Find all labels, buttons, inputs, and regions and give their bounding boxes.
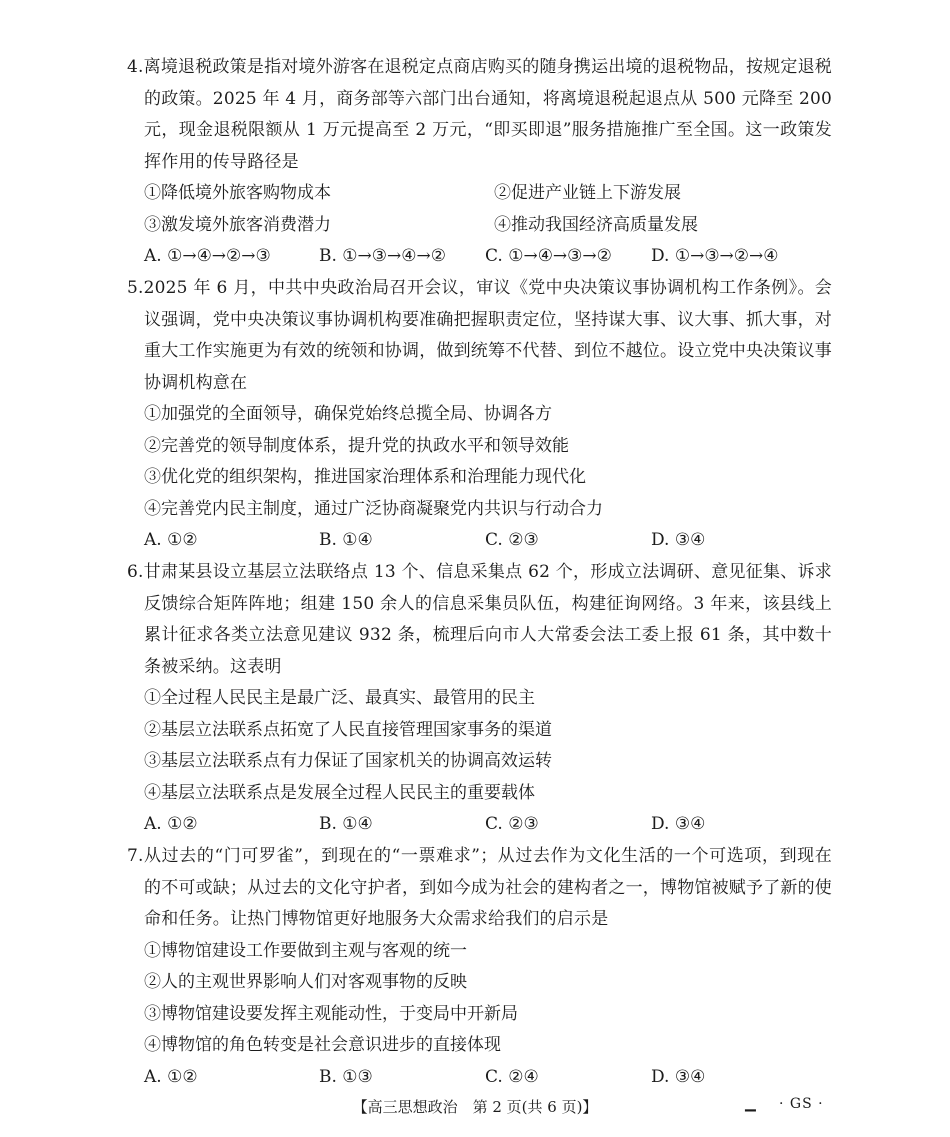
- question-4-option-3: ③激发境外旅客消费潜力: [144, 214, 331, 235]
- question-4-answer-c: C. ①→④→③→②: [485, 246, 612, 266]
- question-7: [127, 841, 832, 1093]
- question-6-answer-b: B. ①④: [319, 814, 373, 834]
- question-7-option-2: ②人的主观世界影响人们对客观事物的反映: [144, 972, 467, 992]
- question-5-option-1: ①加强党的全面领导，确保党始终总揽全局、协调各方: [144, 404, 552, 424]
- question-4-answer-a: A. ①→④→②→③: [144, 246, 271, 266]
- question-6-option-4: ④基层立法联系点是发展全过程人民民主的重要载体: [144, 782, 535, 803]
- question-5-answer-d: D. ③④: [651, 530, 706, 550]
- question-5-answer-a: A. ①②: [144, 530, 198, 550]
- question-6-answer-c: C. ②③: [485, 814, 539, 834]
- page-footer: 【高三思想政治 第 2 页(共 6 页)】: [352, 1098, 598, 1116]
- question-4-option-1: ①降低境外旅客购物成本: [144, 183, 331, 203]
- question-6-option-1: ①全过程人民民主是最广泛、最真实、最管用的民主: [144, 688, 535, 708]
- question-4-options: [127, 178, 832, 241]
- question-5-answer-c: C. ②③: [485, 530, 539, 550]
- question-6-option-2: ②基层立法联系点拓宽了人民直接管理国家事务的渠道: [144, 719, 552, 740]
- question-6-option-3: ③基层立法联系点有力保证了国家机关的协调高效运转: [144, 751, 552, 771]
- question-4: [127, 52, 832, 273]
- question-4-option-4: ④推动我国经济高质量发展: [494, 214, 698, 235]
- question-5: [127, 273, 832, 557]
- question-7-answer-b: B. ①③: [319, 1066, 373, 1087]
- question-5-answer-b: B. ①④: [319, 530, 373, 550]
- question-6: [127, 557, 832, 841]
- question-6-stem: 6.甘肃某县设立基层立法联络点 13 个、信息采集点 62 个，形成立法调研、意见征集、诉求反馈综合矩阵阵地；组建 150 余人的信息采集员队伍，构建征询网络。3 年来，该县线上累计征求各类立法意见建议 932 条，梳理后向市人大常委会法工委上报 61 条，其中数十条被采纳。这表明: [127, 562, 832, 677]
- question-6-answer-a: A. ①②: [144, 814, 198, 834]
- question-4-answers: [127, 241, 832, 273]
- question-7-stem: 7.从过去的“门可罗雀”，到现在的“一票难求”；从过去作为文化生活的一个可选项，到现在的不可或缺；从过去的文化守护者，到如今成为社会的建构者之一，博物馆被赋予了新的使命和任务。让热门博物馆更好地服务大众需求给我们的启示是: [127, 846, 832, 929]
- footer-code: · GS ·: [779, 1096, 824, 1112]
- question-5-option-4: ④完善党内民主制度，通过广泛协商凝聚党内共识与行动合力: [144, 498, 603, 519]
- question-7-option-4: ④博物馆的角色转变是社会意识进步的直接体现: [144, 1035, 501, 1055]
- question-7-answer-a: A. ①②: [144, 1066, 198, 1087]
- question-4-option-2: ②促进产业链上下游发展: [494, 183, 681, 203]
- question-6-answers: [127, 809, 832, 841]
- question-6-answer-d: D. ③④: [651, 814, 706, 834]
- question-5-stem: 5.2025 年 6 月，中共中央政治局召开会议，审议《党中央决策议事协调机构工作条例》。会议强调，党中央决策议事协调机构要准确把握职责定位，坚持谋大事、议大事、抓大事，对重大工作实施更为有效的统领和协调，做到统筹不代替、到位不越位。设立党中央决策议事协调机构意在: [127, 278, 832, 393]
- question-7-option-1: ①博物馆建设工作要做到主观与客观的统一: [144, 940, 467, 961]
- question-5-option-2: ②完善党的领导制度体系，提升党的执政水平和领导效能: [144, 435, 569, 456]
- question-7-answers: [127, 1062, 832, 1094]
- question-7-answer-d: D. ③④: [651, 1066, 706, 1087]
- question-7-option-3: ③博物馆建设要发挥主观能动性，于变局中开新局: [144, 1003, 518, 1024]
- question-5-option-3: ③优化党的组织架构，推进国家治理体系和治理能力现代化: [144, 467, 586, 487]
- question-4-answer-b: B. ①→③→④→②: [319, 246, 446, 266]
- question-4-answer-d: D. ①→③→②→④: [651, 246, 779, 266]
- question-4-stem: 4.离境退税政策是指对境外游客在退税定点商店购买的随身携运出境的退税物品，按规定退税的政策。2025 年 4 月，商务部等六部门出台通知，将离境退税起退点从 500 元降至 200 元，现金退税限额从 1 万元提高至 2 万元，“即买即退”服务措施推广至全国。这一政策发挥作用的传导路径是: [127, 57, 832, 172]
- question-5-answers: [127, 525, 832, 557]
- footer-mark: ▁: [745, 1096, 756, 1112]
- question-7-answer-c: C. ②④: [485, 1066, 539, 1087]
